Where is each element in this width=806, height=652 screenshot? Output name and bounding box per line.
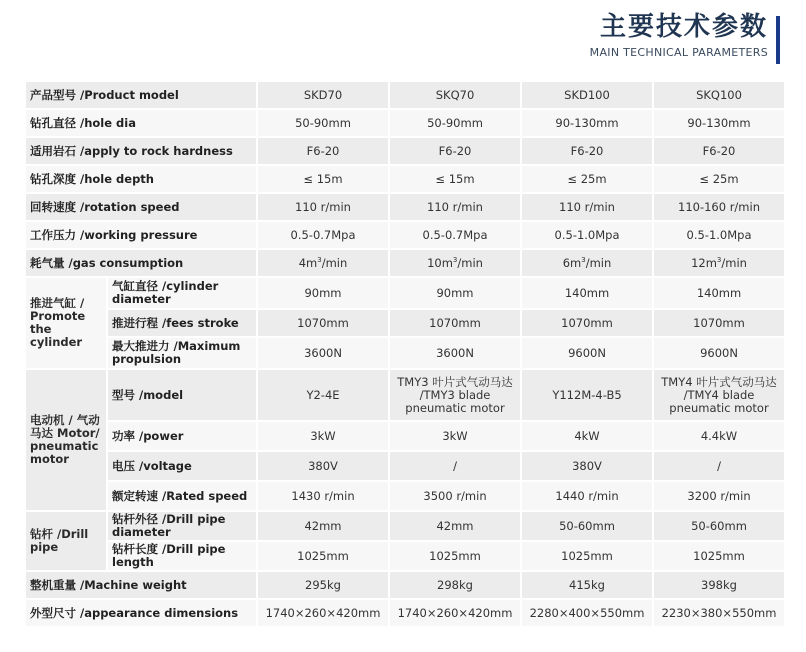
- row-label: 钻杆外径 /Drill pipe diameter: [108, 512, 256, 540]
- table-row: [26, 138, 784, 164]
- cell: 2280×400×550mm: [522, 600, 652, 626]
- group-label: 推进气缸 / Promote the cylinder: [26, 278, 106, 368]
- cell: 90mm: [390, 278, 520, 308]
- cell: 4.4kW: [654, 422, 784, 450]
- cell: Y112M-4-B5: [522, 370, 652, 420]
- row-label: 钻孔深度 /hole depth: [26, 166, 256, 192]
- cell: 50-90mm: [258, 110, 388, 136]
- cell-value: 12m: [691, 255, 717, 270]
- cell: 1025mm: [390, 542, 520, 570]
- table-row: [26, 166, 784, 192]
- cell: 140mm: [522, 278, 652, 308]
- table-row: [26, 542, 784, 570]
- cell: [522, 250, 652, 276]
- row-label: 最大推进力 /Maximum propulsion: [108, 338, 256, 368]
- row-label: 外型尺寸 /appearance dimensions: [26, 600, 256, 626]
- cell: 3500 r/min: [390, 482, 520, 510]
- table-row: [26, 310, 784, 336]
- cell: 295kg: [258, 572, 388, 598]
- cell: F6-20: [654, 138, 784, 164]
- cell-value: 6m: [562, 255, 582, 270]
- cell: 3200 r/min: [654, 482, 784, 510]
- cell: 380V: [258, 452, 388, 480]
- cell: 9600N: [654, 338, 784, 368]
- cell-value: 4m: [298, 255, 318, 270]
- cell: 398kg: [654, 572, 784, 598]
- cell: [258, 250, 388, 276]
- table-row: [26, 452, 784, 480]
- cell: 1070mm: [390, 310, 520, 336]
- cell: 42mm: [390, 512, 520, 540]
- cell: F6-20: [390, 138, 520, 164]
- cell: 3600N: [258, 338, 388, 368]
- cell: 42mm: [258, 512, 388, 540]
- cell: 3kW: [390, 422, 520, 450]
- cell: 50-60mm: [654, 512, 784, 540]
- cell: /: [390, 452, 520, 480]
- table-row: [26, 572, 784, 598]
- row-label: 工作压力 /working pressure: [26, 222, 256, 248]
- unit-superscript: 3: [317, 255, 322, 264]
- cell: TMY4 叶片式气动马达 /TMY4 blade pneumatic motor: [654, 370, 784, 420]
- row-label: 电压 /voltage: [108, 452, 256, 480]
- cell: ≤ 15m: [258, 166, 388, 192]
- row-label: 适用岩石 /apply to rock hardness: [26, 138, 256, 164]
- cell: [390, 250, 520, 276]
- cell: 1740×260×420mm: [390, 600, 520, 626]
- cell: 298kg: [390, 572, 520, 598]
- cell: 3600N: [390, 338, 520, 368]
- table-row: [26, 600, 784, 626]
- cell: 9600N: [522, 338, 652, 368]
- page-title: 主要技术参数: [599, 12, 768, 42]
- unit-tail: /min: [457, 255, 483, 270]
- row-label: 回转速度 /rotation speed: [26, 194, 256, 220]
- row-label: 额定转速 /Rated speed: [108, 482, 256, 510]
- unit-superscript: 3: [581, 255, 586, 264]
- cell-value: 10m: [427, 255, 453, 270]
- unit-tail: /min: [721, 255, 747, 270]
- row-label: 气缸直径 /cylinder diameter: [108, 278, 256, 308]
- cell: 110 r/min: [522, 194, 652, 220]
- row-label: 钻孔直径 /hole dia: [26, 110, 256, 136]
- cell: 380V: [522, 452, 652, 480]
- cell: 0.5-0.7Mpa: [258, 222, 388, 248]
- cell: [654, 250, 784, 276]
- row-label: 推进行程 /fees stroke: [108, 310, 256, 336]
- table-row: [26, 512, 784, 540]
- table-row: [26, 370, 784, 420]
- cell: 415kg: [522, 572, 652, 598]
- cell: 1070mm: [654, 310, 784, 336]
- page-subtitle: MAIN TECHNICAL PARAMETERS: [589, 46, 768, 59]
- cell: 90mm: [258, 278, 388, 308]
- cell: 50-90mm: [390, 110, 520, 136]
- cell: 1430 r/min: [258, 482, 388, 510]
- cell: 0.5-0.7Mpa: [390, 222, 520, 248]
- table-row: [26, 250, 784, 276]
- cell: 0.5-1.0Mpa: [654, 222, 784, 248]
- cell: 2230×380×550mm: [654, 600, 784, 626]
- cell: 4kW: [522, 422, 652, 450]
- row-label: 功率 /power: [108, 422, 256, 450]
- unit-tail: /min: [585, 255, 612, 270]
- cell: Y2-4E: [258, 370, 388, 420]
- table-row: [26, 222, 784, 248]
- group-label: 电动机 / 气动马达 Motor/ pneumatic motor: [26, 370, 106, 510]
- cell: 110 r/min: [390, 194, 520, 220]
- cell: 3kW: [258, 422, 388, 450]
- unit-superscript: 3: [452, 255, 458, 264]
- cell: 1025mm: [258, 542, 388, 570]
- cell: ≤ 25m: [522, 166, 652, 192]
- spec-table: [24, 80, 786, 628]
- cell: 0.5-1.0Mpa: [522, 222, 652, 248]
- cell: 1025mm: [654, 542, 784, 570]
- accent-bar: [776, 16, 780, 64]
- cell: 90-130mm: [654, 110, 784, 136]
- unit-superscript: 3: [716, 255, 722, 264]
- row-label: 型号 /model: [108, 370, 256, 420]
- table-row: [26, 110, 784, 136]
- cell: 50-60mm: [522, 512, 652, 540]
- model-header: SKD70: [258, 82, 388, 108]
- cell: ≤ 25m: [654, 166, 784, 192]
- model-header: SKQ100: [654, 82, 784, 108]
- cell: /: [654, 452, 784, 480]
- table-row: [26, 422, 784, 450]
- row-label: 钻杆长度 /Drill pipe length: [108, 542, 256, 570]
- cell: 1025mm: [522, 542, 652, 570]
- cell: 1070mm: [522, 310, 652, 336]
- page-header: [590, 10, 768, 60]
- table-row: [26, 82, 784, 108]
- cell: 110 r/min: [258, 194, 388, 220]
- cell: 1440 r/min: [522, 482, 652, 510]
- cell: F6-20: [522, 138, 652, 164]
- model-header: SKQ70: [390, 82, 520, 108]
- cell: TMY3 叶片式气动马达 /TMY3 blade pneumatic motor: [390, 370, 520, 420]
- table-row: [26, 194, 784, 220]
- cell: 90-130mm: [522, 110, 652, 136]
- cell: 1740×260×420mm: [258, 600, 388, 626]
- cell: 110-160 r/min: [654, 194, 784, 220]
- row-label: 耗气量 /gas consumption: [26, 250, 256, 276]
- table-row: [26, 482, 784, 510]
- row-label: 产品型号 /Product model: [26, 82, 256, 108]
- cell: 140mm: [654, 278, 784, 308]
- unit-tail: /min: [321, 255, 348, 270]
- group-label: 钻杆 /Drill pipe: [26, 512, 106, 570]
- model-header: SKD100: [522, 82, 652, 108]
- cell: ≤ 15m: [390, 166, 520, 192]
- table-row: [26, 338, 784, 368]
- row-label: 整机重量 /Machine weight: [26, 572, 256, 598]
- cell: F6-20: [258, 138, 388, 164]
- cell: 1070mm: [258, 310, 388, 336]
- table-row: [26, 278, 784, 308]
